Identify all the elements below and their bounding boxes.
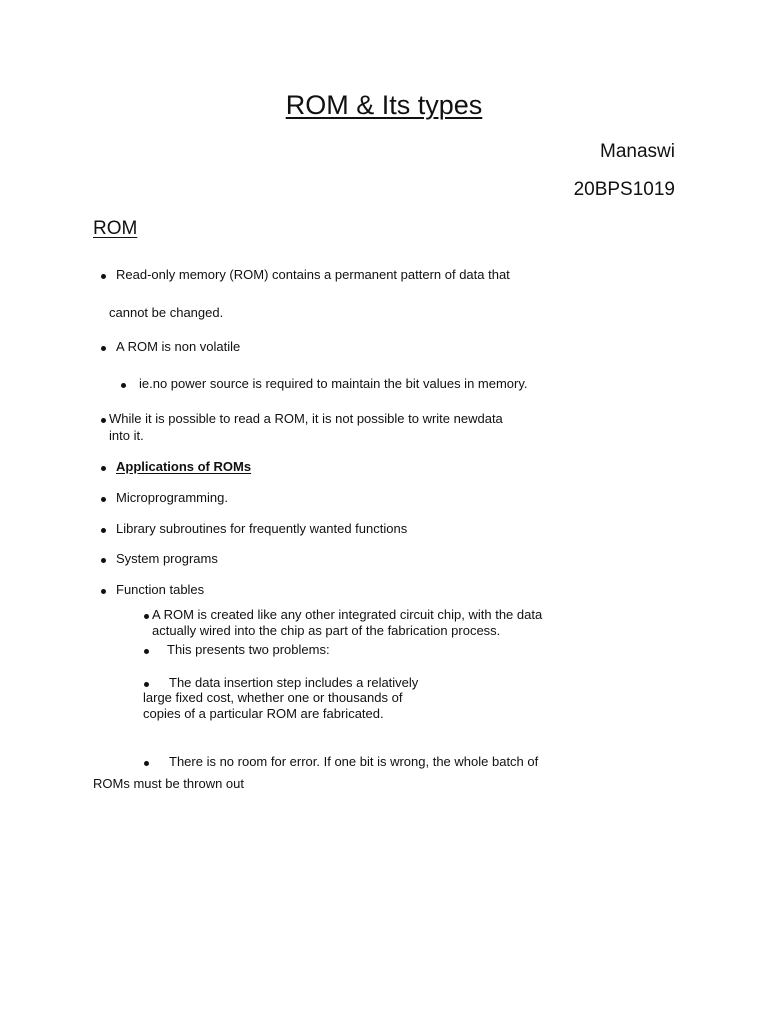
problem-text: There is no room for error. If one bit is wrong, the whole batch of	[169, 754, 539, 769]
bullet-text: Read-only memory (ROM) contains a permanent pattern of data that	[116, 267, 510, 282]
bullet-icon	[101, 497, 106, 502]
bullet-icon	[101, 528, 106, 533]
bullet-icon	[101, 274, 106, 279]
problem-text: The data insertion step includes a relatively	[169, 675, 419, 690]
bullet-icon	[101, 418, 106, 423]
document-title: ROM & Its types	[285, 90, 483, 120]
sub-bullet-icon	[144, 614, 149, 619]
sub-bullet-text-continued: actually wired into the chip as part of the fabrication process.	[152, 623, 501, 638]
sub-bullet-icon	[144, 761, 149, 766]
problem-text-continued: ROMs must be thrown out	[93, 776, 244, 791]
bullet-text-continued: into it.	[109, 428, 144, 443]
bullet-icon	[101, 589, 106, 594]
application-item: Function tables	[116, 582, 205, 597]
applications-heading: Applications of ROMs	[116, 459, 252, 474]
application-item: System programs	[116, 551, 218, 566]
sub-bullet-text: This presents two problems:	[167, 642, 330, 657]
bullet-text-continued: cannot be changed.	[109, 305, 224, 320]
bullet-icon	[101, 558, 106, 563]
sub-bullet-icon	[144, 649, 149, 654]
sub-bullet-icon	[121, 383, 126, 388]
sub-bullet-text: A ROM is created like any other integrated circuit chip, with the data	[152, 607, 543, 622]
bullet-text: A ROM is non volatile	[116, 339, 241, 354]
section-heading-rom: ROM	[93, 218, 138, 239]
application-item: Microprogramming.	[116, 490, 228, 505]
sub-bullet-icon	[144, 682, 149, 687]
registration-number: 20BPS1019	[573, 179, 675, 200]
bullet-icon	[101, 346, 106, 351]
problem-text-continued: copies of a particular ROM are fabricated.	[143, 706, 384, 721]
bullet-text: While it is possible to read a ROM, it is not possible to write newdata	[109, 411, 503, 426]
problem-text-continued: large fixed cost, whether one or thousands of	[143, 690, 403, 705]
sub-bullet-text: ie.no power source is required to maintain the bit values in memory.	[139, 376, 528, 391]
bullet-icon	[101, 466, 106, 471]
author-name: Manaswi	[600, 141, 675, 162]
application-item: Library subroutines for frequently wanted functions	[116, 521, 408, 536]
